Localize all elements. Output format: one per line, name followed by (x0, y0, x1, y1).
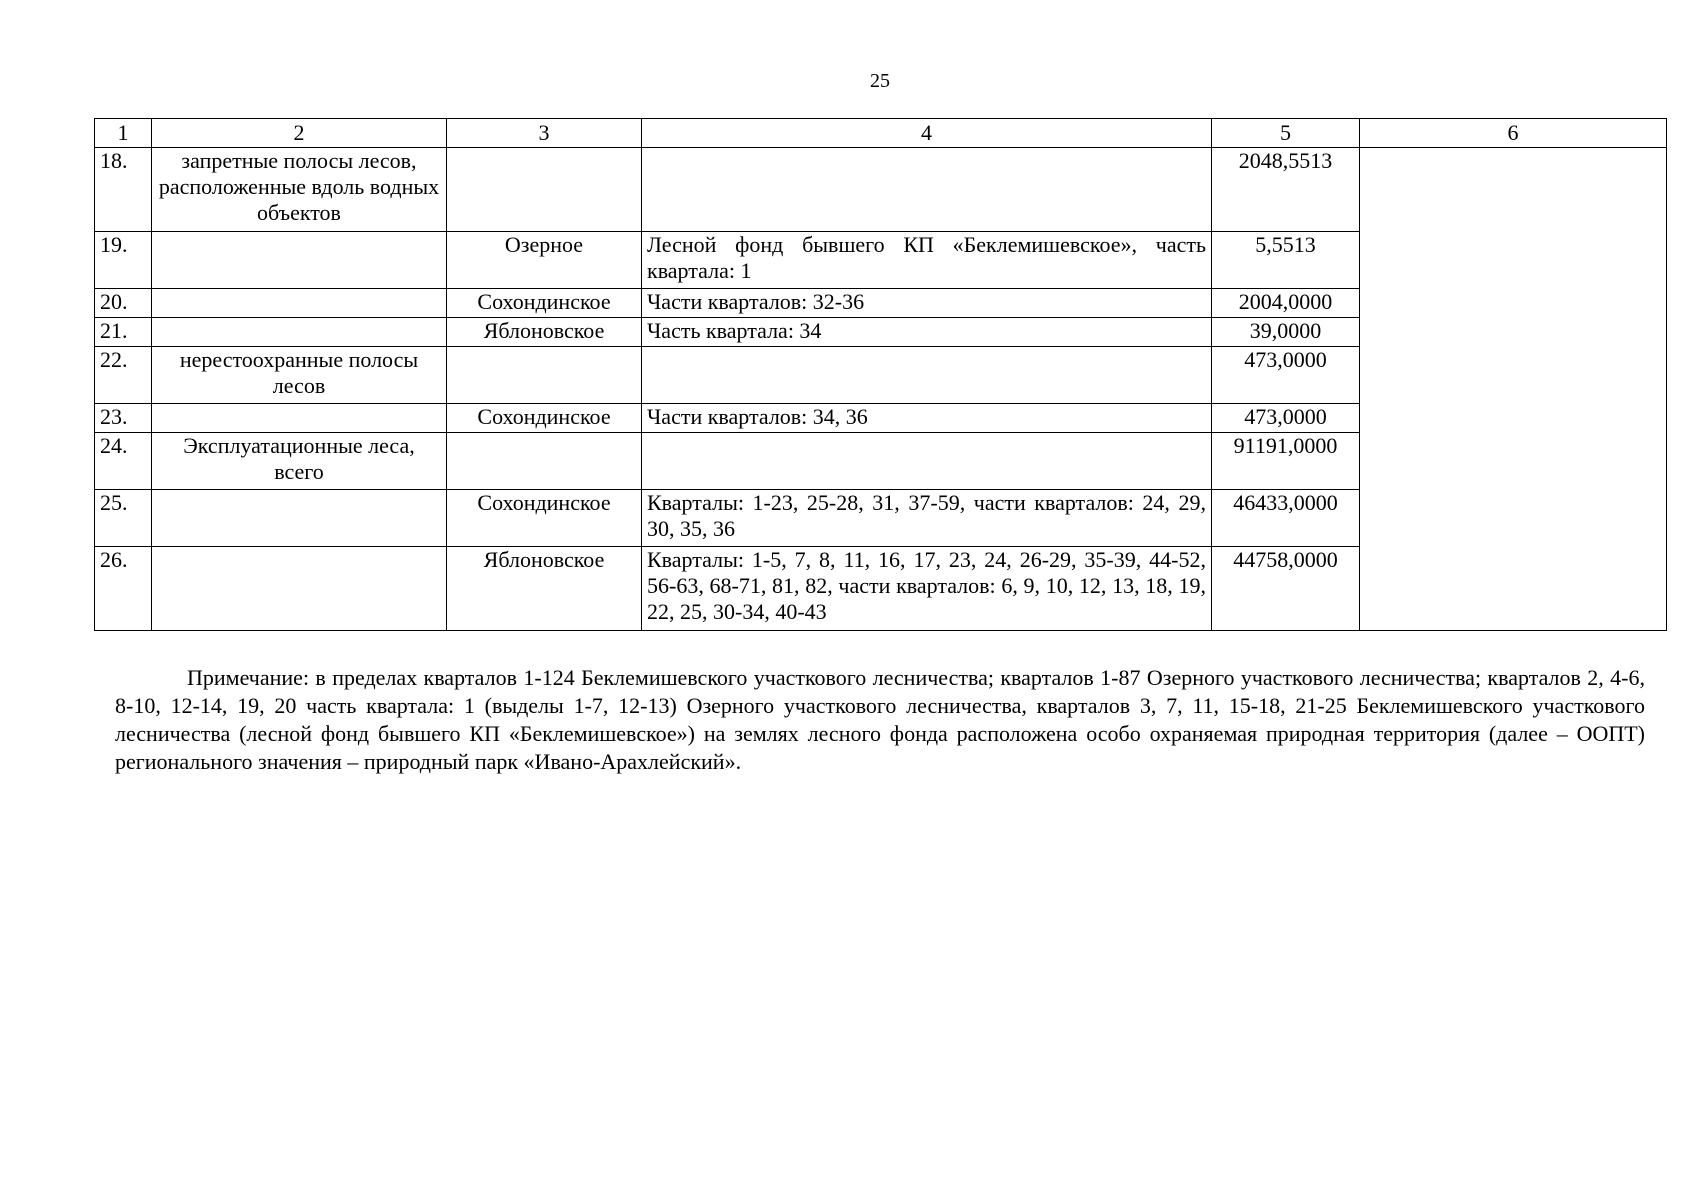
page-number: 25 (870, 70, 890, 92)
row-location: Кварталы: 1-5, 7, 8, 11, 16, 17, 23, 24, 26-29, 35-39, 44-52, 56-63, 68-71, 81, 82, части кварталов: 6, 9, 10, 12, 13, 18, 19, 22, 25, 30-34, 40-43 (642, 547, 1212, 631)
row-location: Части кварталов: 32-36 (642, 289, 1212, 318)
forest-table (94, 118, 1667, 631)
header-col-2: 2 (152, 119, 447, 148)
row-forestry (447, 148, 642, 232)
row-area: 473,0000 (1212, 347, 1360, 404)
row-location: Лесной фонд бывшего КП «Беклемишевское», часть квартала: 1 (642, 232, 1212, 289)
row-location (642, 148, 1212, 232)
row-forestry: Яблоновское (447, 547, 642, 631)
row-forestry (447, 347, 642, 404)
row-forestry: Озерное (447, 232, 642, 289)
footnote-note: Примечание: в пределах кварталов 1-124 Беклемишевского участкового лесничества; кварталов 1-87 Озерного участкового лесничества; кварталов 2, 4-6, 8-10, 12-14, 19, 20 часть квартала: 1 (выделы 1-7, 12-13) Озерного участкового лесничества, кварталов 3, 7, 11, 15-18, 21-25 Беклемишевского участкового лесничества (лесной фонд бывшего КП «Беклемишевское») на землях лесного фонда расположена особо охраняемая природная территория (далее – ООПТ) регионального значения – природный парк «Ивано-Арахлейский». (115, 665, 1645, 774)
row-category (152, 404, 447, 433)
row-number: 19. (95, 232, 152, 289)
row-area: 46433,0000 (1212, 490, 1360, 547)
header-row (95, 119, 1667, 148)
row-category: нерестоохранные полосы лесов (152, 347, 447, 404)
row-number: 18. (95, 148, 152, 232)
notes-column-cell (1360, 148, 1667, 631)
row-forestry: Яблоновское (447, 318, 642, 347)
row-area: 473,0000 (1212, 404, 1360, 433)
row-number: 23. (95, 404, 152, 433)
row-area: 2004,0000 (1212, 289, 1360, 318)
row-number: 26. (95, 547, 152, 631)
row-category (152, 318, 447, 347)
row-category: запретные полосы лесов, расположенные вдоль водных объектов (152, 148, 447, 232)
row-forestry: Сохондинское (447, 490, 642, 547)
row-forestry: Сохондинское (447, 289, 642, 318)
row-location: Кварталы: 1-23, 25-28, 31, 37-59, части кварталов: 24, 29, 30, 35, 36 (642, 490, 1212, 547)
row-category (152, 490, 447, 547)
row-number: 21. (95, 318, 152, 347)
row-category: Эксплуатационные леса, всего (152, 433, 447, 490)
row-area: 39,0000 (1212, 318, 1360, 347)
row-area: 5,5513 (1212, 232, 1360, 289)
header-col-1: 1 (95, 119, 152, 148)
header-col-3: 3 (447, 119, 642, 148)
row-location (642, 347, 1212, 404)
row-area: 91191,0000 (1212, 433, 1360, 490)
header-col-5: 5 (1212, 119, 1360, 148)
row-forestry (447, 433, 642, 490)
row-category (152, 289, 447, 318)
row-number: 25. (95, 490, 152, 547)
row-location: Часть квартала: 34 (642, 318, 1212, 347)
row-forestry: Сохондинское (447, 404, 642, 433)
row-category (152, 547, 447, 631)
row-number: 24. (95, 433, 152, 490)
row-location: Части кварталов: 34, 36 (642, 404, 1212, 433)
header-col-4: 4 (642, 119, 1212, 148)
row-area: 44758,0000 (1212, 547, 1360, 631)
row-number: 20. (95, 289, 152, 318)
row-category (152, 232, 447, 289)
table-row (95, 148, 1667, 232)
row-area: 2048,5513 (1212, 148, 1360, 232)
row-number: 22. (95, 347, 152, 404)
header-col-6: 6 (1360, 119, 1667, 148)
row-location (642, 433, 1212, 490)
